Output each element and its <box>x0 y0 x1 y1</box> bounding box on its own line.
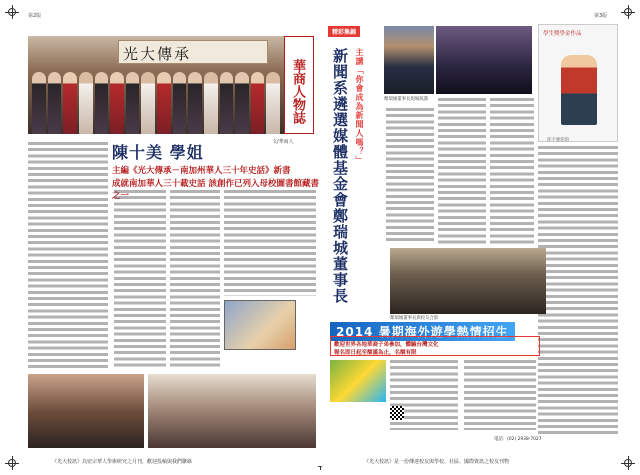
right-body-column-2 <box>438 98 486 244</box>
column-tag-title: 華商人物誌 <box>290 59 305 124</box>
group-photo <box>28 36 284 134</box>
book-cover-photo <box>224 300 296 350</box>
summer-camp-photo <box>330 360 386 402</box>
ceremony-photo <box>148 374 316 448</box>
speaker-photo <box>384 26 434 94</box>
art-figure <box>561 55 597 125</box>
camp-body-column-2 <box>464 360 536 430</box>
right-page <box>324 18 620 465</box>
summer-camp-subtitle-2: 報名即日起至額滿為止，名額有限 <box>334 350 417 356</box>
summer-camp-subtitle-1: 歡迎世界各地華裔子弟參加，體驗台灣文化 <box>334 342 439 348</box>
summer-camp-title: 2014 暑期海外遊學熱情招生 <box>330 322 515 341</box>
right-page-number: 第3版 <box>594 13 608 19</box>
body-column-4 <box>224 190 316 296</box>
left-footer: 《光大校訊》為密宗華人學術研究之月刊，歡迎投稿與我們聯絡 <box>52 459 193 465</box>
student-art-box <box>538 24 618 142</box>
article-title: 陳十美 學姐 <box>112 143 204 162</box>
byline: 文/華商人 <box>272 139 294 145</box>
vertical-subheadline: 主講「你會成為新聞人嗎？」 <box>355 48 364 165</box>
right-body-column-1 <box>386 108 434 244</box>
article-subtitle-1: 主編《光大傳承－南加州華人三十年史話》新書 <box>112 166 291 176</box>
event-banner <box>118 40 268 64</box>
left-page-number: 第2版 <box>28 13 42 19</box>
article-subtitle-2: 成就南加華人三十載史話 該創作已列入母校圖書館藏書之一 <box>112 179 319 201</box>
banner-text: 光大傳承 <box>123 45 192 63</box>
crop-mark-bottom-left <box>8 459 16 467</box>
right-body-column-4 <box>538 146 618 436</box>
group-photo-caption: 鄭瑞城董事長與校友合影 <box>390 316 439 321</box>
speaker-caption: 鄭瑞城董事長現場演講 <box>384 97 428 102</box>
group-photo-right <box>390 248 546 314</box>
crop-mark-bottom-right <box>624 459 632 467</box>
left-page <box>22 18 320 465</box>
lecture-hall-photo <box>436 26 532 94</box>
body-column-2 <box>114 190 166 368</box>
crop-mark-top-right <box>624 8 632 16</box>
newspaper-spread <box>22 8 620 466</box>
right-body-column-3 <box>490 98 534 244</box>
audience-photo <box>28 374 144 448</box>
contact-info: 電話：(02) 2938-7027 <box>494 437 542 442</box>
crop-mark-top-left <box>8 8 16 16</box>
people-row <box>28 72 284 134</box>
body-column-1 <box>28 142 108 368</box>
art-title: 學生獎學金作品 <box>543 31 582 37</box>
body-column-3 <box>170 190 220 368</box>
column-tag <box>284 36 314 134</box>
art-caption: 你不要你的 <box>547 138 569 143</box>
section-label: 精彩集錦 <box>328 26 360 37</box>
vertical-headline: 新聞系遴選媒體基金會鄭瑞城董事長 <box>331 48 349 304</box>
qr-code <box>390 406 404 420</box>
right-footer: 《光大校訊》是一份傳達校友與學校、社區、國際資訊之校友刊物 <box>364 459 510 465</box>
